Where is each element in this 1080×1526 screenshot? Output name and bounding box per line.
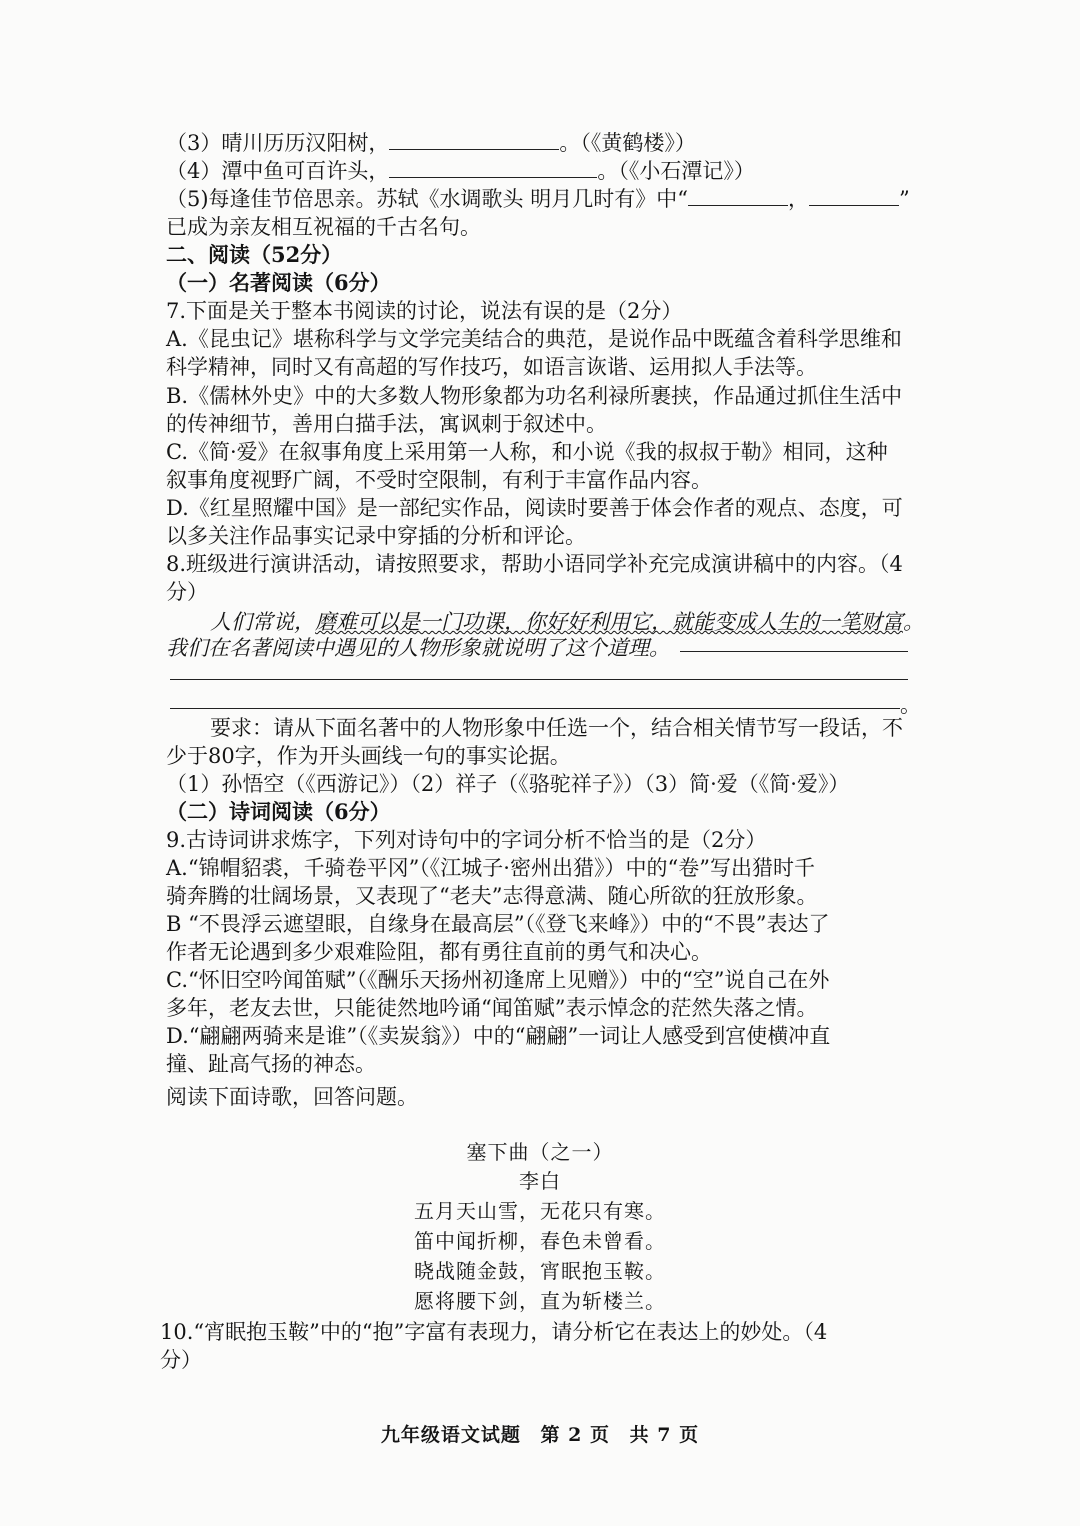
q10-stem: 10.“宵眠抱玉鞍”中的“抱”字富有表现力，请分析它在表达上的妙处。（4 xyxy=(160,1320,828,1344)
q9-stem: 9.古诗词讲求炼字，下列对诗句中的字词分析不恰当的是（2分） xyxy=(166,828,767,852)
answer-blank[interactable] xyxy=(809,187,899,206)
poem-line: 晓战随金鼓，宵眠抱玉鞍。 xyxy=(414,1259,666,1283)
underlined-sentence: 磨难可以是一门功课，你好好利用它，就能变成人生的一笔财富 xyxy=(315,610,903,634)
q7-option-d-cont: 以多关注作品事实记录中穿插的分析和评论。 xyxy=(166,524,586,548)
answer-line[interactable] xyxy=(170,708,900,709)
q7-option-a-cont: 科学精神，同时又有高超的写作技巧，如语言诙谐、运用拟人手法等。 xyxy=(166,355,817,379)
q9-option-c: C.“怀旧空吟闻笛赋”（《酬乐天扬州初逢席上见赠》）中的“空”说自己在外 xyxy=(166,968,830,992)
page-footer xyxy=(0,1420,1080,1447)
q9-option-d: D.“翩翩两骑来是谁”（《卖炭翁》）中的“翩翩”一词让人感受到宫使横冲直 xyxy=(166,1024,831,1048)
subsection-title: （一）名著阅读（6分） xyxy=(166,270,391,295)
answer-period: 。 xyxy=(900,693,921,717)
q9-option-c-cont: 多年，老友去世，只能徒然地吟诵“闻笛赋”表示悼念的茫然失落之情。 xyxy=(166,996,818,1020)
q8-stem-cont: 分） xyxy=(166,580,208,604)
q9-option-b: B “不畏浮云遮望眼，自缘身在最高层”（《登飞来峰》）中的“不畏”表达了 xyxy=(166,912,830,936)
q8-requirement-cont: 少于80字，作为开头画线一句的事实论据。 xyxy=(166,744,571,768)
q8-requirement: 要求：请从下面名著中的人物形象中任选一个，结合相关情节写一段话，不 xyxy=(210,716,903,740)
subsection-title: （二）诗词阅读（6分） xyxy=(166,799,391,824)
q9-option-a-cont: 骑奔腾的壮阔场景，又表现了“老夫”志得意满、随心所欲的狂放形象。 xyxy=(166,884,818,908)
answer-line[interactable] xyxy=(680,651,908,652)
answer-line[interactable] xyxy=(170,679,908,680)
answer-blank[interactable] xyxy=(389,131,559,150)
poem-author: 李白 xyxy=(519,1169,561,1193)
footer-page: 第 2 页 xyxy=(540,1424,610,1446)
poem-line: 笛中闻折柳，春色未曾看。 xyxy=(414,1229,666,1253)
q7-option-c-cont: 叙事角度视野广阔，不受时空限制，有利于丰富作品内容。 xyxy=(166,468,712,492)
fill-item-5-cont: 已成为亲友相互祝福的千古名句。 xyxy=(166,215,481,239)
q8-stem: 8.班级进行演讲活动，请按照要求，帮助小语同学补充完成演讲稿中的内容。（4 xyxy=(166,552,903,576)
answer-blank[interactable] xyxy=(389,159,597,178)
q10-stem-cont: 分） xyxy=(160,1348,202,1372)
fill-item-4: （4）潭中鱼可百许头， 。（《小石潭记》） xyxy=(166,159,755,183)
reading-instruction: 阅读下面诗歌，回答问题。 xyxy=(166,1085,418,1109)
q7-option-c: C.《简·爱》在叙事角度上采用第一人称，和小说《我的叔叔于勒》相同，这种 xyxy=(166,440,888,464)
q9-option-d-cont: 撞、趾高气扬的神态。 xyxy=(166,1052,376,1076)
answer-blank[interactable] xyxy=(688,187,788,206)
q7-option-a: A.《昆虫记》堪称科学与文学完美结合的典范，是说作品中既蕴含着科学思维和 xyxy=(166,327,902,351)
q7-option-b: B.《儒林外史》中的大多数人物形象都为功名利禄所裹挟，作品通过抓住生活中 xyxy=(166,384,903,408)
q7-stem: 7.下面是关于整本书阅读的讨论，说法有误的是（2分） xyxy=(166,299,683,323)
q8-speech: 人们常说，磨难可以是一门功课，你好好利用它，就能变成人生的一笔财富。 xyxy=(210,610,924,634)
poem-line: 五月天山雪，无花只有寒。 xyxy=(414,1199,666,1223)
q9-option-a: A.“锦帽貂裘，千骑卷平冈”（《江城子·密州出猎》）中的“卷”写出猎时千 xyxy=(166,856,815,880)
q7-option-b-cont: 的传神细节，善用白描手法，寓讽刺于叙述中。 xyxy=(166,412,607,436)
fill-item-5: （5)每逢佳节倍思亲。苏轼《水调歌头 明月几时有》中“ ， ” xyxy=(166,187,910,211)
q8-speech-cont: 我们在名著阅读中遇见的人物形象就说明了这个道理。 xyxy=(166,636,670,660)
section-title: 二、阅读（52分） xyxy=(166,242,343,267)
footer-title: 九年级语文试题 xyxy=(380,1424,521,1446)
poem-line: 愿将腰下剑，直为斩楼兰。 xyxy=(414,1289,666,1313)
poem-title: 塞下曲（之一） xyxy=(466,1140,614,1164)
q7-option-d: D.《红星照耀中国》是一部纪实作品，阅读时要善于体会作者的观点、态度，可 xyxy=(166,496,903,520)
footer-total: 共 7 页 xyxy=(629,1424,700,1446)
fill-item-3: （3）晴川历历汉阳树， 。（《黄鹤楼》） xyxy=(166,131,696,155)
q8-options: （1）孙悟空（《西游记》）（2）祥子（《骆驼祥子》）（3）简·爱（《简·爱》） xyxy=(166,772,850,796)
q9-option-b-cont: 作者无论遇到多少艰难险阻，都有勇往直前的勇气和决心。 xyxy=(166,940,712,964)
